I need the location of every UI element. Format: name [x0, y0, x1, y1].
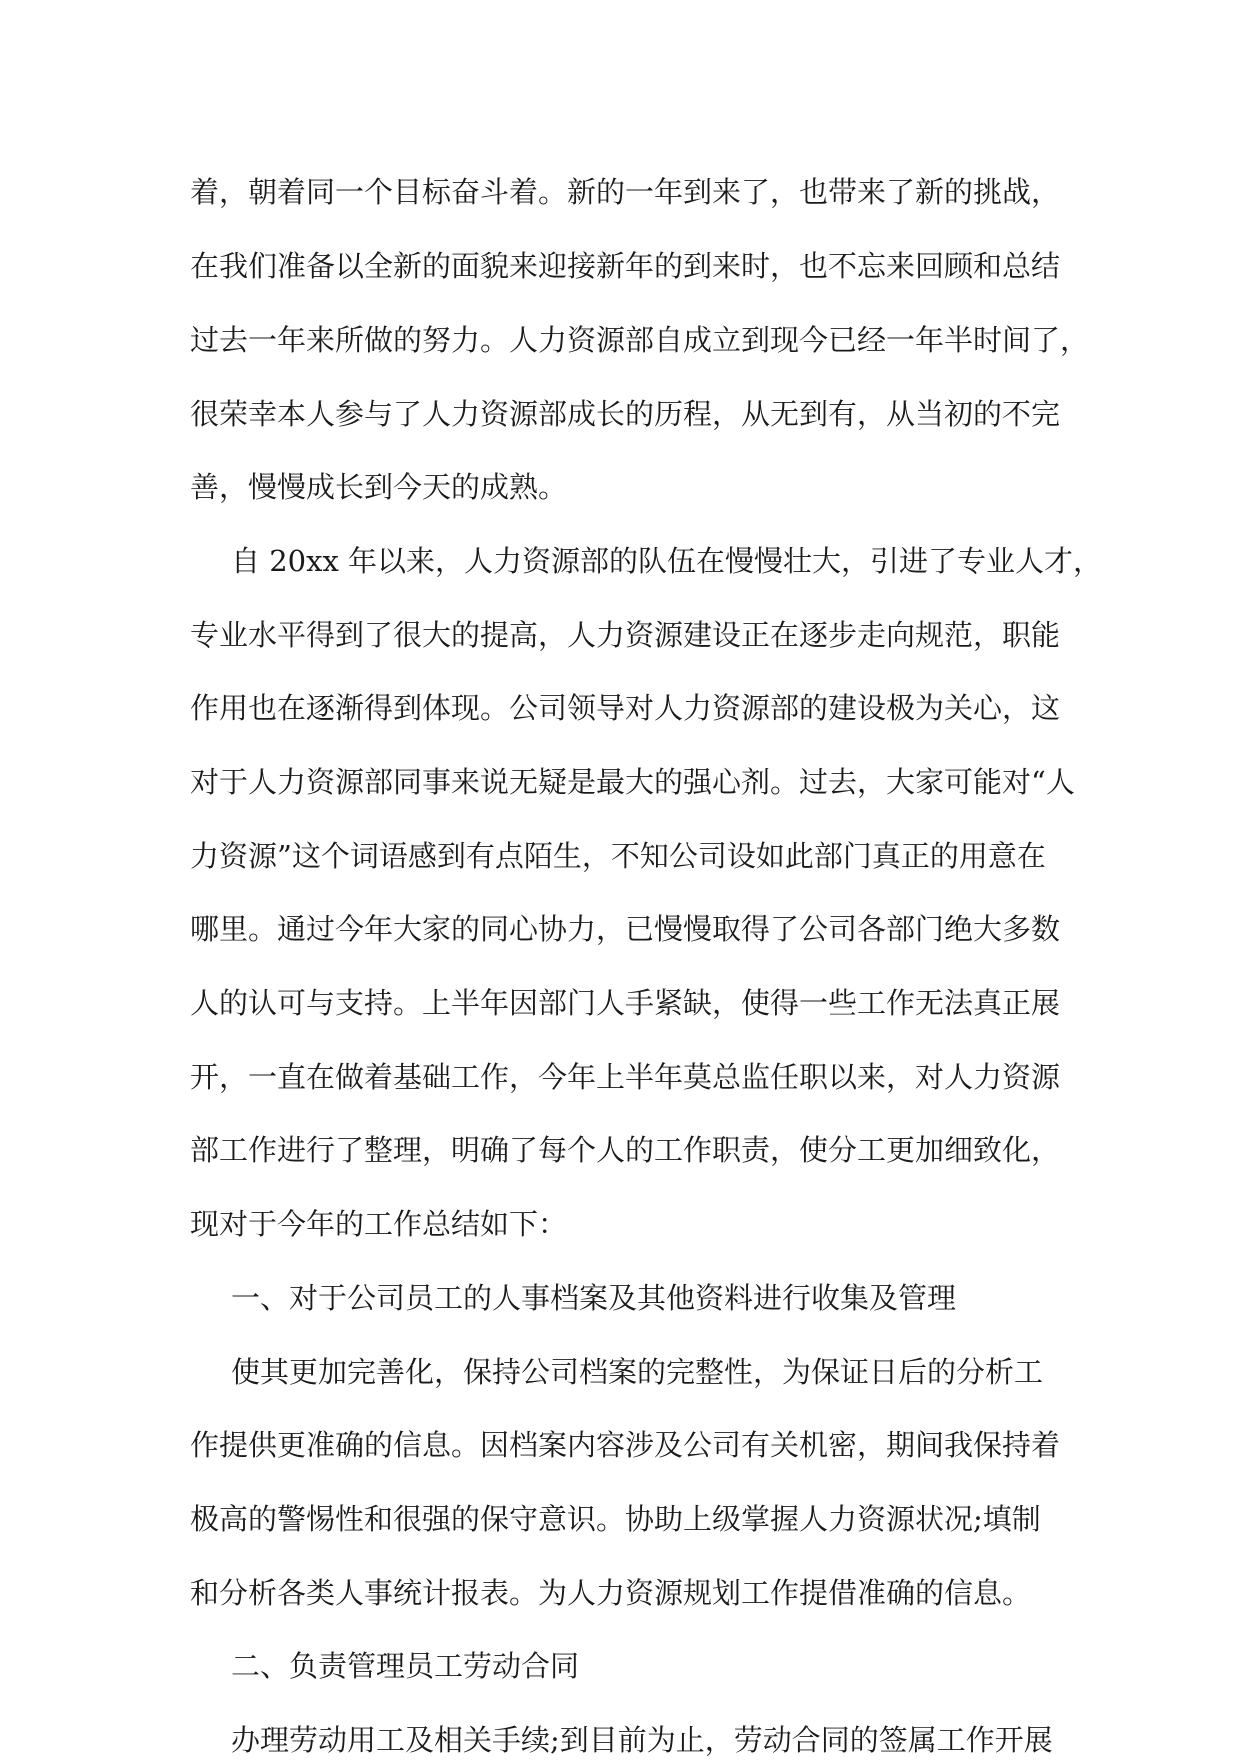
text-line: 极高的警惕性和很强的保守意识。协助上级掌握人力资源状况;填制 — [190, 1502, 1041, 1536]
paragraph-start-line: 办理劳动用工及相关手续;到目前为止，劳动合同的签属工作开展 — [231, 1723, 1053, 1757]
text-line: 专业水平得到了很大的提高，人力资源建设正在逐步走向规范，职能 — [190, 618, 1061, 652]
paragraph-start-line: 使其更加完善化，保持公司档案的完整性，为保证日后的分析工 — [231, 1355, 1044, 1389]
text-line: 很荣幸本人参与了人力资源部成长的历程，从无到有，从当初的不完 — [190, 397, 1061, 431]
text-line: 部工作进行了整理，明确了每个人的工作职责，使分工更加细致化， — [190, 1133, 1061, 1167]
text-line: 过去一年来所做的努力。人力资源部自成立到现今已经一年半时间了， — [190, 323, 1090, 357]
section-heading-1: 一、对于公司员工的人事档案及其他资料进行收集及管理 — [231, 1281, 957, 1315]
text-line: 在我们准备以全新的面貌来迎接新年的到来时，也不忘来回顾和总结 — [190, 249, 1061, 283]
paragraph-start-line: 自 20xx 年以来，人力资源部的队伍在慢慢壮大，引进了专业人才， — [231, 544, 1103, 578]
text-line: 人的认可与支持。上半年因部门人手紧缺，使得一些工作无法真正展 — [190, 986, 1061, 1020]
section-heading-2: 二、负责管理员工劳动合同 — [231, 1649, 580, 1683]
text-line: 着，朝着同一个目标奋斗着。新的一年到来了，也带来了新的挑战， — [190, 175, 1061, 209]
text-line: 作提供更准确的信息。因档案内容涉及公司有关机密，期间我保持着 — [190, 1428, 1061, 1462]
text-line: 作用也在逐渐得到体现。公司领导对人力资源部的建设极为关心，这 — [190, 691, 1061, 725]
text-line: 现对于今年的工作总结如下： — [190, 1207, 568, 1241]
text-line: 善，慢慢成长到今天的成熟。 — [190, 470, 568, 504]
text-line: 力资源”这个词语感到有点陌生，不知公司设如此部门真正的用意在 — [190, 839, 1046, 873]
text-line: 和分析各类人事统计报表。为人力资源规划工作提借准确的信息。 — [190, 1576, 1032, 1610]
text-line: 开，一直在做着基础工作，今年上半年莫总监任职以来，对人力资源 — [190, 1060, 1061, 1094]
text-line: 对于人力资源部同事来说无疑是最大的强心剂。过去，大家可能对“人 — [190, 765, 1075, 799]
text-line: 哪里。通过今年大家的同心协力，已慢慢取得了公司各部门绝大多数 — [190, 912, 1061, 946]
